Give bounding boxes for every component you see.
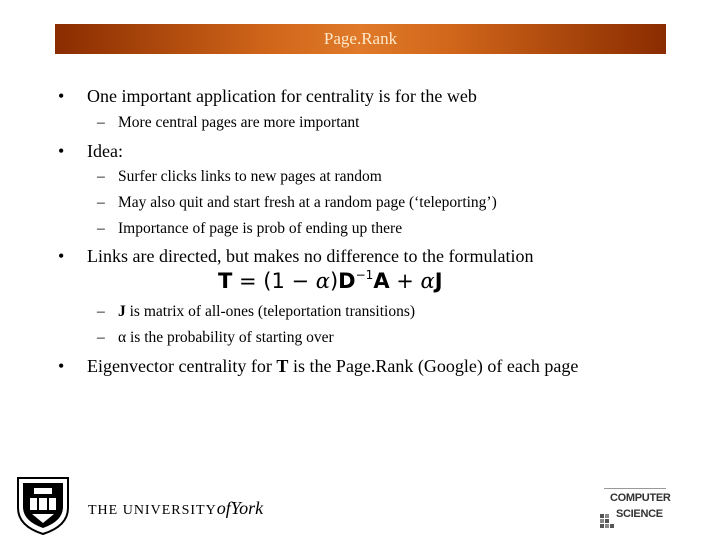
sub-text xyxy=(118,303,415,321)
title-bar xyxy=(55,24,666,54)
bullet-dot: • xyxy=(58,86,65,106)
york-text: York xyxy=(230,498,264,518)
sub-dash: – xyxy=(97,194,105,211)
sub-text: More central pages are more important xyxy=(118,114,360,131)
computer-science-logo xyxy=(600,486,670,530)
bullet-dot: • xyxy=(58,141,65,161)
sub-dash: – xyxy=(97,114,105,131)
sub-text-rest: is matrix of all-ones (teleportation transitions) xyxy=(125,303,416,320)
bullet-dot: • xyxy=(58,246,65,266)
bullet-text xyxy=(87,356,578,377)
bullet-text-post: is the Page.Rank (Google) of each page xyxy=(288,356,579,376)
formula-A: A xyxy=(373,269,390,293)
sub-text: Surfer clicks links to new pages at random xyxy=(118,168,382,185)
formula-alpha: α xyxy=(315,269,330,293)
bullet-text-bold: T xyxy=(276,356,289,376)
formula-eq: = (1 − xyxy=(232,269,316,293)
bullet-text: Links are directed, but makes no difference to the formulation xyxy=(87,246,534,266)
sub-text: Importance of page is prob of ending up there xyxy=(118,220,403,237)
formula-J: J xyxy=(434,269,443,293)
bullet-text: Idea: xyxy=(87,141,123,161)
university-of-text: of xyxy=(216,498,231,518)
formula-D: D xyxy=(338,269,356,293)
sub-text: α is the probability of starting over xyxy=(118,329,334,346)
sub-dash: – xyxy=(97,303,105,320)
bullet-dot: • xyxy=(58,356,65,376)
sub-dash: – xyxy=(97,329,105,346)
formula-plus: + xyxy=(389,269,421,293)
formula-exp: −1 xyxy=(355,268,374,282)
pagerank-formula xyxy=(218,268,443,293)
cs-line-science: SCIENCE xyxy=(616,508,663,520)
university-text: THE UNIVERSITY xyxy=(88,503,217,518)
formula-T: T xyxy=(218,269,233,293)
york-crest-icon xyxy=(14,474,72,536)
formula-close: ) xyxy=(329,269,339,293)
slide-title: Page.Rank xyxy=(323,29,398,48)
sub-dash: – xyxy=(97,168,105,185)
sub-text-bold: J xyxy=(118,303,126,320)
formula-alpha2: α xyxy=(420,269,435,293)
cs-line-computer: COMPUTER xyxy=(610,492,671,504)
university-of-york-logo xyxy=(88,498,263,519)
bullet-text: One important application for centrality is for the web xyxy=(87,86,477,106)
sub-text: May also quit and start fresh at a random page (‘teleporting’) xyxy=(118,194,497,211)
sub-dash: – xyxy=(97,220,105,237)
bullet-text-pre: Eigenvector centrality for xyxy=(87,356,277,376)
